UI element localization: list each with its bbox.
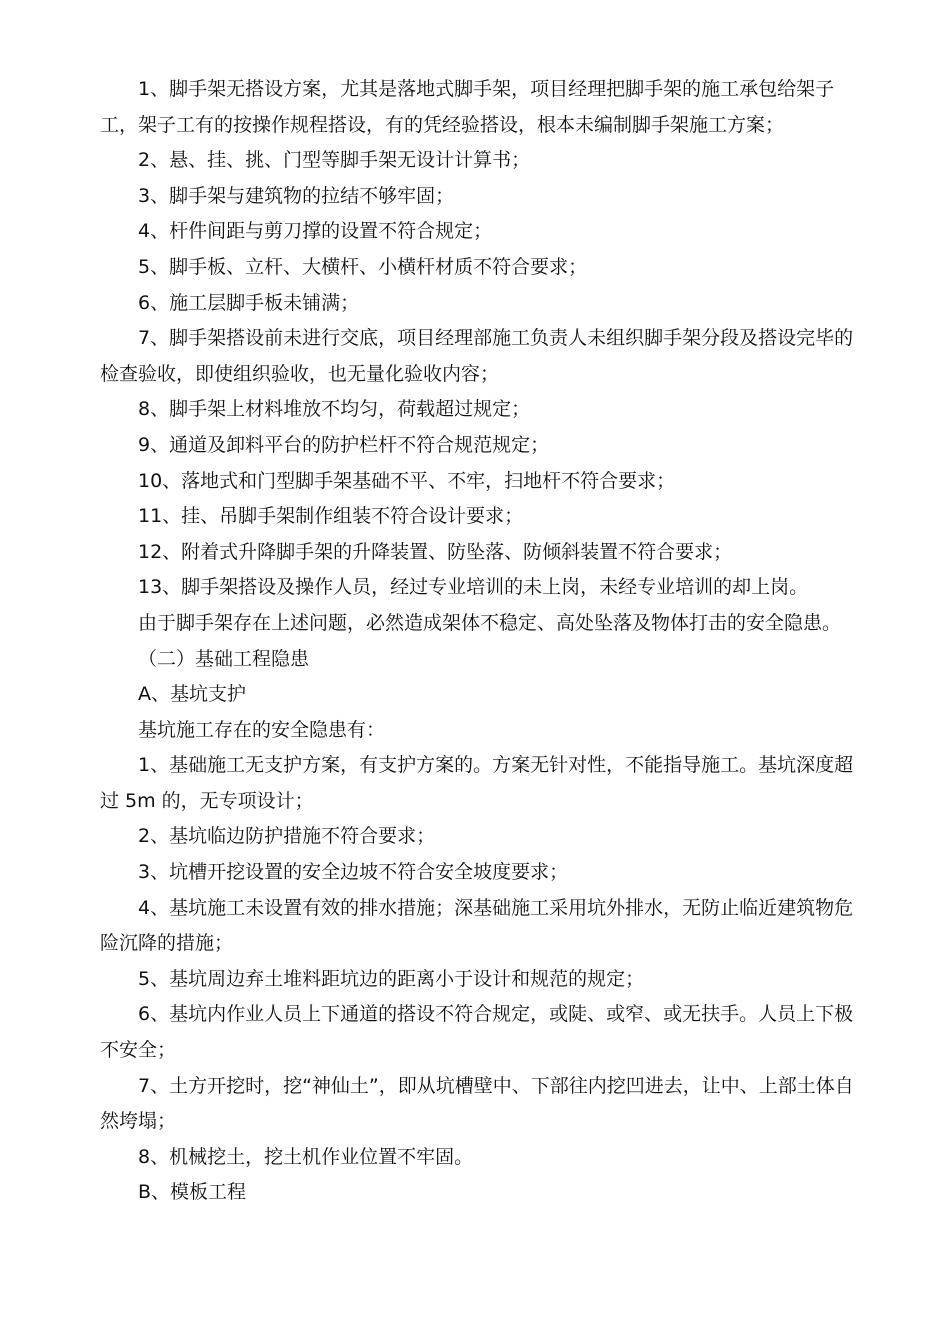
list-item: 2、基坑临边防护措施不符合要求； bbox=[138, 825, 436, 848]
list-item: 6、施工层脚手板未铺满； bbox=[138, 291, 360, 314]
list-item: 7、脚手架搭设前未进行交底，项目经理部施工负责人未组织脚手架分段及搭设完毕的检查验收，即使组织验收，也无量化验收内容； bbox=[100, 327, 854, 385]
list-item: 9、通道及卸料平台的防护栏杆不符合规范规定； bbox=[138, 433, 550, 456]
subsection-heading: B、模板工程 bbox=[138, 1181, 247, 1204]
list-item: 7、土方开挖时，挖“神仙土”，即从坑槽壁中、下部往内挖凹进去，让中、上部土体自然垮塌； bbox=[100, 1074, 854, 1133]
list-item: 13、脚手架搭设及操作人员，经过专业培训的未上岗，未经专业培训的却上岗。 bbox=[138, 576, 809, 599]
list-item: 8、脚手架上材料堆放不均匀，荷载超过规定； bbox=[138, 398, 531, 421]
list-item: 3、坑槽开挖设置的安全边坡不符合安全坡度要求； bbox=[138, 861, 569, 884]
list-item: 1、脚手架无搭设方案，尤其是落地式脚手架，项目经理把脚手架的施工承包给架子工，架子工有的按操作规程搭设，有的凭经验搭设，根本未编制脚手架施工方案； bbox=[100, 78, 835, 136]
list-item: 8、机械挖土，挖土机作业位置不牢固。 bbox=[138, 1145, 474, 1168]
list-item: 11、挂、吊脚手架制作组装不符合设计要求； bbox=[138, 505, 524, 528]
section-heading: （二）基础工程隐患 bbox=[138, 647, 310, 670]
document-body bbox=[100, 72, 854, 1211]
list-item: 2、悬、挂、挑、门型等脚手架无设计计算书； bbox=[138, 149, 531, 172]
subsection-heading: A、基坑支护 bbox=[138, 683, 246, 706]
list-item: 5、基坑周边弃土堆料距坑边的距离小于设计和规范的规定； bbox=[138, 967, 645, 990]
list-item: 12、附着式升降脚手架的升降装置、防坠落、防倾斜装置不符合要求； bbox=[138, 540, 733, 563]
list-item: 1、基础施工无支护方案，有支护方案的。方案无针对性，不能指导施工。基坑深度超过 5m 的，无专项设计； bbox=[100, 754, 854, 812]
list-item: 3、脚手架与建筑物的拉结不够牢固； bbox=[138, 184, 455, 207]
intro-paragraph: 基坑施工存在的安全隐患有： bbox=[138, 718, 386, 741]
list-item: 6、基坑内作业人员上下通道的搭设不符合规定，或陡、或窄、或无扶手。人员上下极不安全； bbox=[100, 1003, 854, 1062]
list-item: 5、脚手板、立杆、大横杆、小横杆材质不符合要求； bbox=[138, 255, 588, 278]
list-item: 4、基坑施工未设置有效的排水措施；深基础施工采用坑外排水，无防止临近建筑物危险沉降的措施； bbox=[100, 896, 854, 955]
list-item: 4、杆件间距与剪刀撑的设置不符合规定； bbox=[138, 220, 493, 243]
list-item: 10、落地式和门型脚手架基础不平、不牢，扫地杆不符合要求； bbox=[138, 469, 676, 492]
summary-paragraph: 由于脚手架存在上述问题，必然造成架体不稳定、高处坠落及物体打击的安全隐患。 bbox=[138, 611, 842, 634]
